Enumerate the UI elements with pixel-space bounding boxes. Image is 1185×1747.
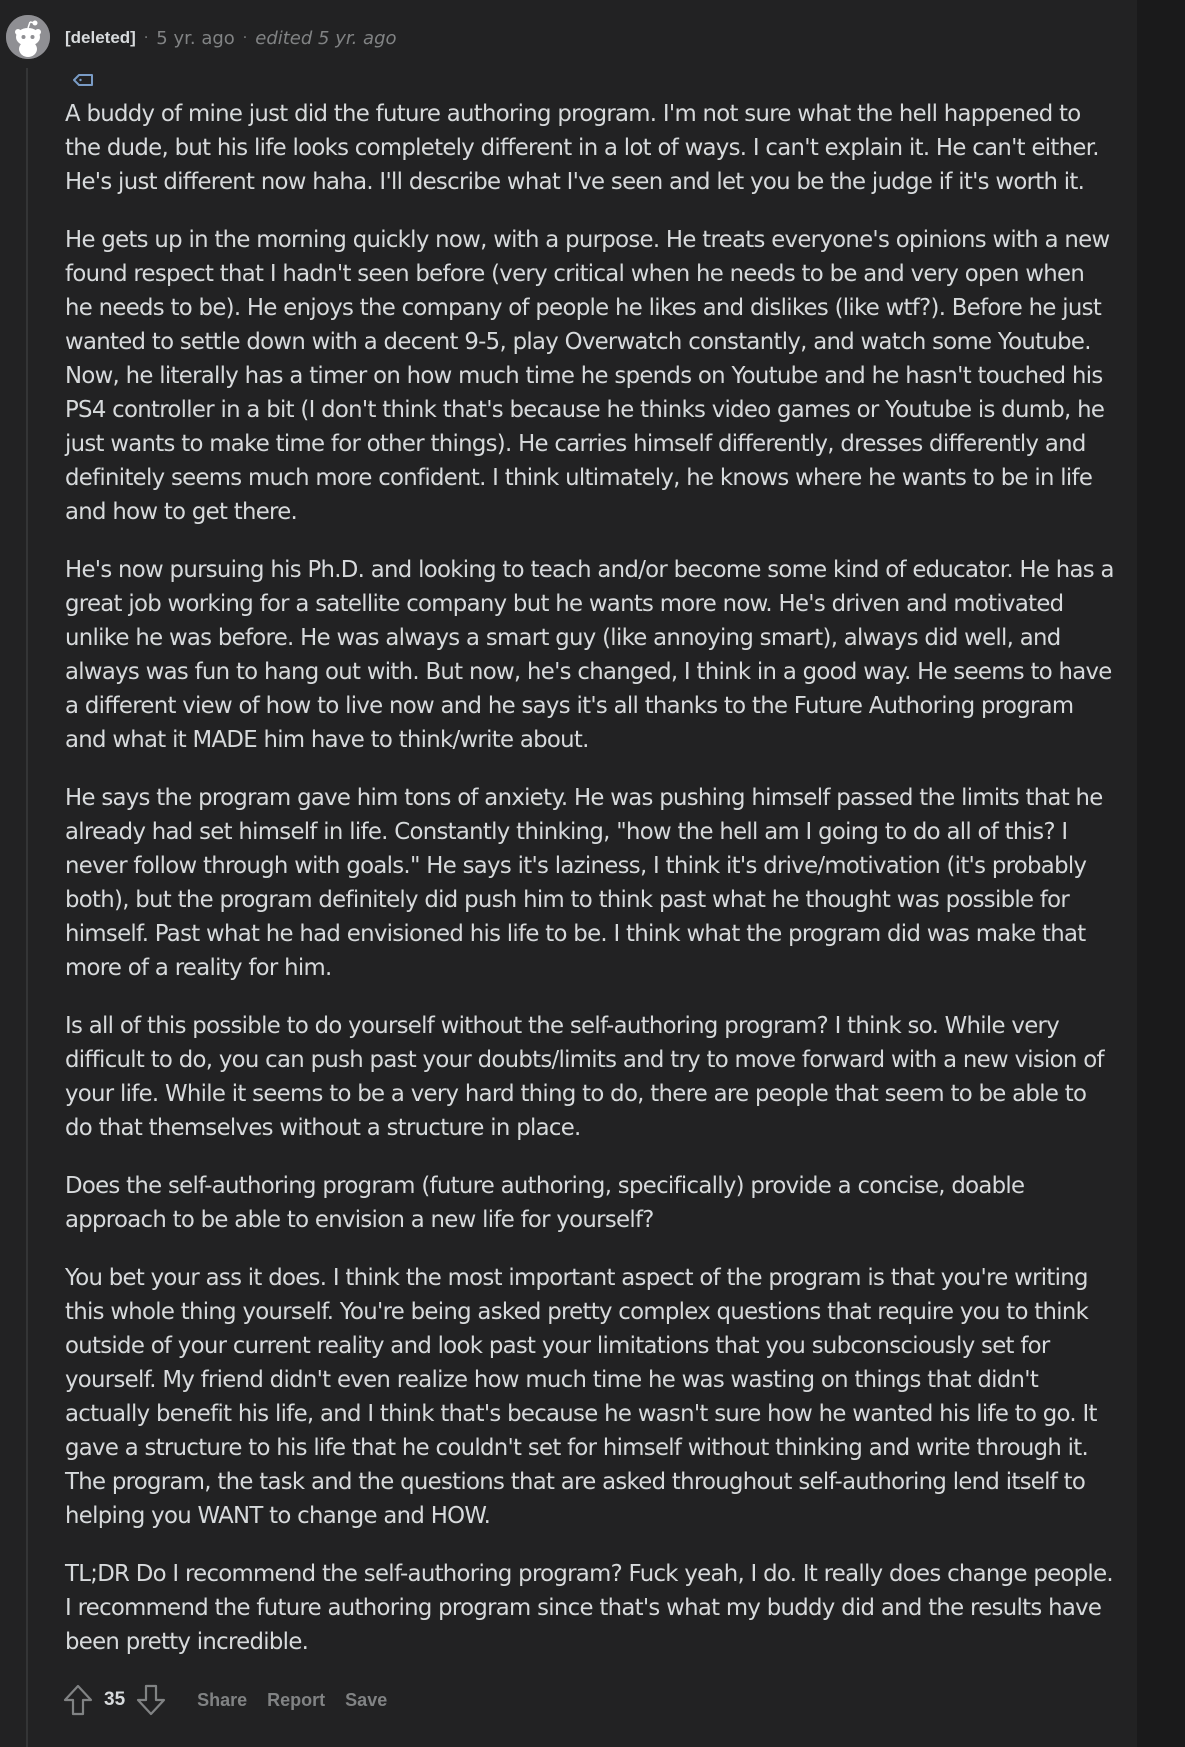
report-button[interactable]: Report [267,1689,326,1710]
comment-paragraph: He says the program gave him tons of anxiety. He was pushing himself passed the limits that he already had set himself in life. Constantly thinking, "how the hell am I going to do all of this? I never follow through with goals." He says it's laziness, I think it's drive/motivation (it's probably both), but the program definitely did push him to think past what he thought was possible for himself. Past what he had envisioned his life to be. I think what the program did was make that more of a reality for him. [65,785,1103,981]
meta-separator: · [143,30,149,46]
save-button[interactable]: Save [345,1689,388,1710]
comment-header [65,25,397,51]
comment-action-bar [62,1682,387,1718]
thread-line[interactable] [26,68,28,1747]
edited-timestamp: edited 5 yr. ago [255,27,397,49]
comment-paragraph: Does the self-authoring program (future authoring, specifically) provide a concise, doable approach to be able to envision a new life for yourself? [65,1173,1025,1233]
share-button[interactable]: Share [197,1689,248,1710]
upvote-button[interactable] [62,1683,94,1717]
comment-paragraph: TL;DR Do I recommend the self-authoring program? Fuck yeah, I do. It really does change people. I recommend the future authoring program since that's what my buddy did and the results have been pretty incredible. [65,1561,1113,1655]
tag-icon [70,72,96,88]
comment-paragraph: You bet your ass it does. I think the most important aspect of the program is that you're writing this whole thing yourself. You're being asked pretty complex questions that require you to think outside of your current reality and look past your limitations that you subconsciously set for yourself. My friend didn't even realize how much time he was wasting on things that didn't actually benefit his life, and I think that's because he wasn't sure how he wanted his life to go. It gave a structure to his life that he couldn't set for himself without thinking and write through it. The program, the task and the questions that are asked throughout self-authoring lend itself to helping you WANT to change and HOW. [65,1265,1097,1529]
comment-paragraph: A buddy of mine just did the future authoring program. I'm not sure what the hell happened to the dude, but his life looks completely different in a lot of ways. I can't explain it. He can't either. He's just different now haha. I'll describe what I've seen and let you be the judge if it's worth it. [65,101,1099,195]
author-name[interactable]: [deleted] [65,28,136,47]
meta-separator: · [242,30,248,46]
comment-body [65,97,1115,1683]
avatar[interactable] [6,15,50,59]
upvote-arrow-icon [63,1684,93,1716]
downvote-arrow-icon [136,1684,166,1716]
comment-timestamp[interactable]: 5 yr. ago [156,27,235,49]
vote-score: 35 [104,1689,126,1710]
snoo-avatar-icon [6,15,50,59]
downvote-button[interactable] [135,1683,167,1717]
comment-paragraph: He gets up in the morning quickly now, with a purpose. He treats everyone's opinions with a new found respect that I hadn't seen before (very critical when he needs to be and very open when he needs to be). He enjoys the company of people he likes and dislikes (like wtf?). Before he just wanted to settle down with a decent 9-5, play Overwatch constantly, and watch some Youtube. Now, he literally has a timer on how much time he spends on Youtube and he hasn't touched his PS4 controller in a bit (I don't think that's because he thinks video games or Youtube is dumb, he just wants to make time for other things). He carries himself differently, dresses differently and definitely seems much more confident. I think ultimately, he knows where he wants to be in life and how to get there. [65,227,1110,525]
comment-paragraph: He's now pursuing his Ph.D. and looking to teach and/or become some kind of educator. He has a great job working for a satellite company but he wants more now. He's driven and motivated unlike he was before. He was always a smart guy (like annoying smart), always did well, and always was fun to hang out with. But now, he's changed, I think in a good way. He seems to have a different view of how to live now and he says it's all thanks to the Future Authoring program and what it MADE him have to think/write about. [65,557,1114,753]
comment-paragraph: Is all of this possible to do yourself without the self-authoring program? I think so. While very difficult to do, you can push past your doubts/limits and try to move forward with a new vision of your life. While it seems to be a very hard thing to do, there are people that seem to be able to do that themselves without a structure in place. [65,1013,1104,1141]
